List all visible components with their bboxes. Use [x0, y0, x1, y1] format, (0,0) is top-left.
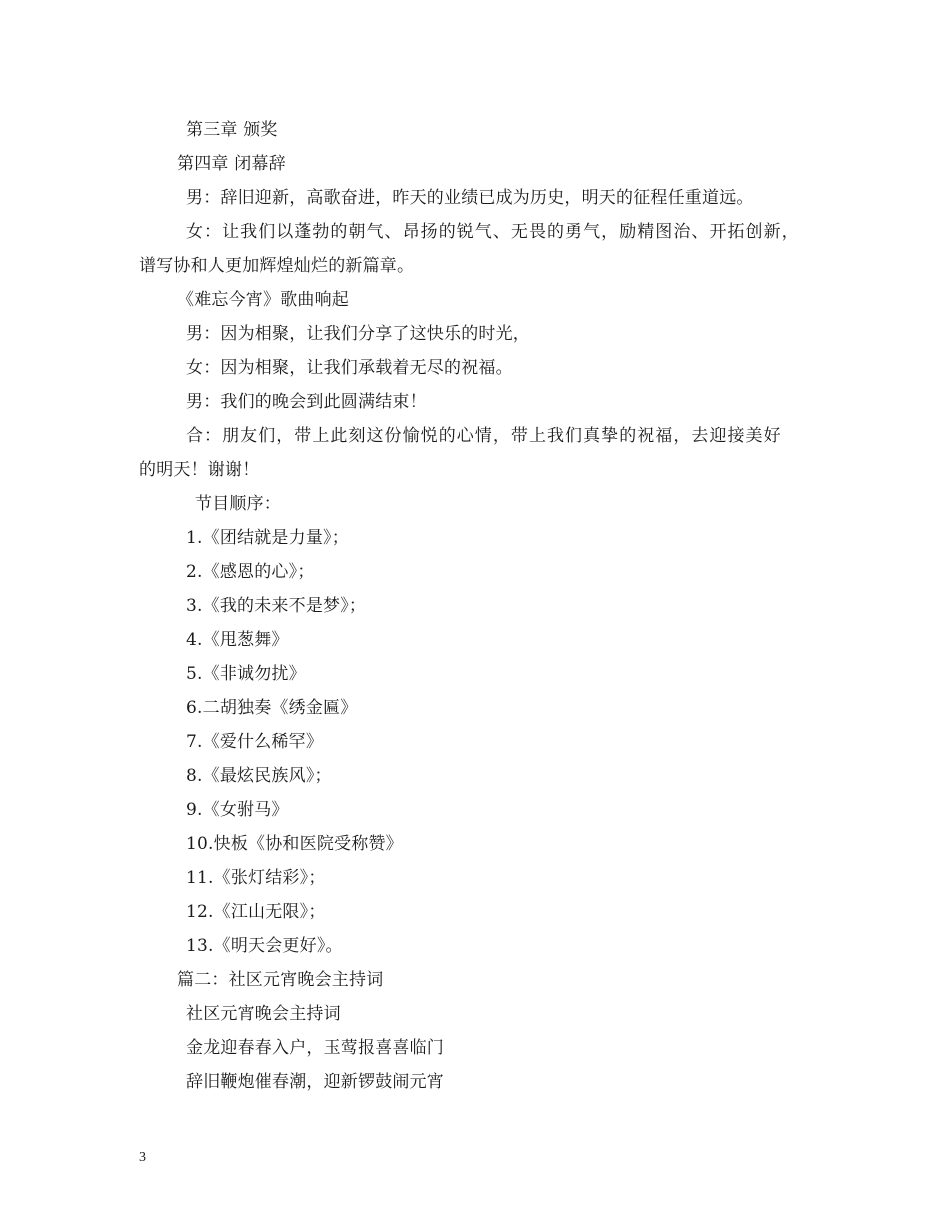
text-line-couplet-2: 辞旧鞭炮催春潮，迎新锣鼓闹元宵	[186, 1072, 444, 1092]
list-item-program-3: 3.《我的未来不是梦》；	[186, 596, 367, 616]
list-item-program-9: 9.《女驸马》	[186, 800, 289, 820]
text-line-female-host-1: 女：让我们以蓬勃的朝气、昂扬的锐气、无畏的勇气，励精图治、开拓创新，	[186, 222, 800, 242]
text-line-together: 合：朋友们，带上此刻这份愉悦的心情，带上我们真挚的祝福，去迎接美好	[186, 426, 782, 446]
section-heading-part-two: 篇二：社区元宵晚会主持词	[177, 970, 384, 990]
list-item-program-10: 10.快板《协和医院受称赞》	[186, 834, 403, 854]
text-line-female-host-2: 女：因为相聚，让我们承载着无尽的祝福。	[186, 358, 513, 378]
page-number: 3	[139, 1150, 146, 1165]
list-item-program-13: 13.《明天会更好》。	[186, 936, 343, 956]
list-item-program-8: 8.《最炫民族风》；	[186, 766, 332, 786]
text-line-male-host-3: 男：我们的晚会到此圆满结束！	[186, 392, 427, 412]
list-item-program-4: 4.《甩葱舞》	[186, 630, 289, 650]
text-line-male-host-1: 男：辞旧迎新，高歌奋进，昨天的业绩已成为历史，明天的征程任重道远。	[186, 188, 754, 208]
text-line-together-cont: 的明天！谢谢！	[139, 460, 260, 480]
list-item-program-7: 7.《爱什么稀罕》	[186, 732, 324, 752]
text-line-song-cue: 《难忘今宵》歌曲响起	[177, 290, 349, 310]
text-line-program-order: 节目顺序：	[195, 494, 281, 514]
text-line-male-host-2: 男：因为相聚，让我们分享了这快乐的时光，	[186, 324, 530, 344]
text-line-female-host-1-cont: 谱写协和人更加辉煌灿烂的新篇章。	[139, 256, 415, 276]
list-item-program-6: 6.二胡独奏《绣金匾》	[186, 698, 358, 718]
list-item-program-5: 5.《非诚勿扰》	[186, 664, 306, 684]
list-item-program-12: 12.《江山无限》；	[186, 902, 326, 922]
list-item-program-1: 1.《团结就是力量》；	[186, 528, 349, 548]
text-line-couplet-1: 金龙迎春春入户，玉莺报喜喜临门	[186, 1038, 444, 1058]
list-item-program-11: 11.《张灯结彩》；	[186, 868, 326, 888]
text-line-chapter-three: 第三章 颁奖	[186, 120, 278, 140]
text-line-chapter-four: 第四章 闭幕辞	[177, 154, 286, 174]
text-line-part-two-title: 社区元宵晚会主持词	[186, 1004, 341, 1024]
list-item-program-2: 2.《感恩的心》；	[186, 562, 315, 582]
